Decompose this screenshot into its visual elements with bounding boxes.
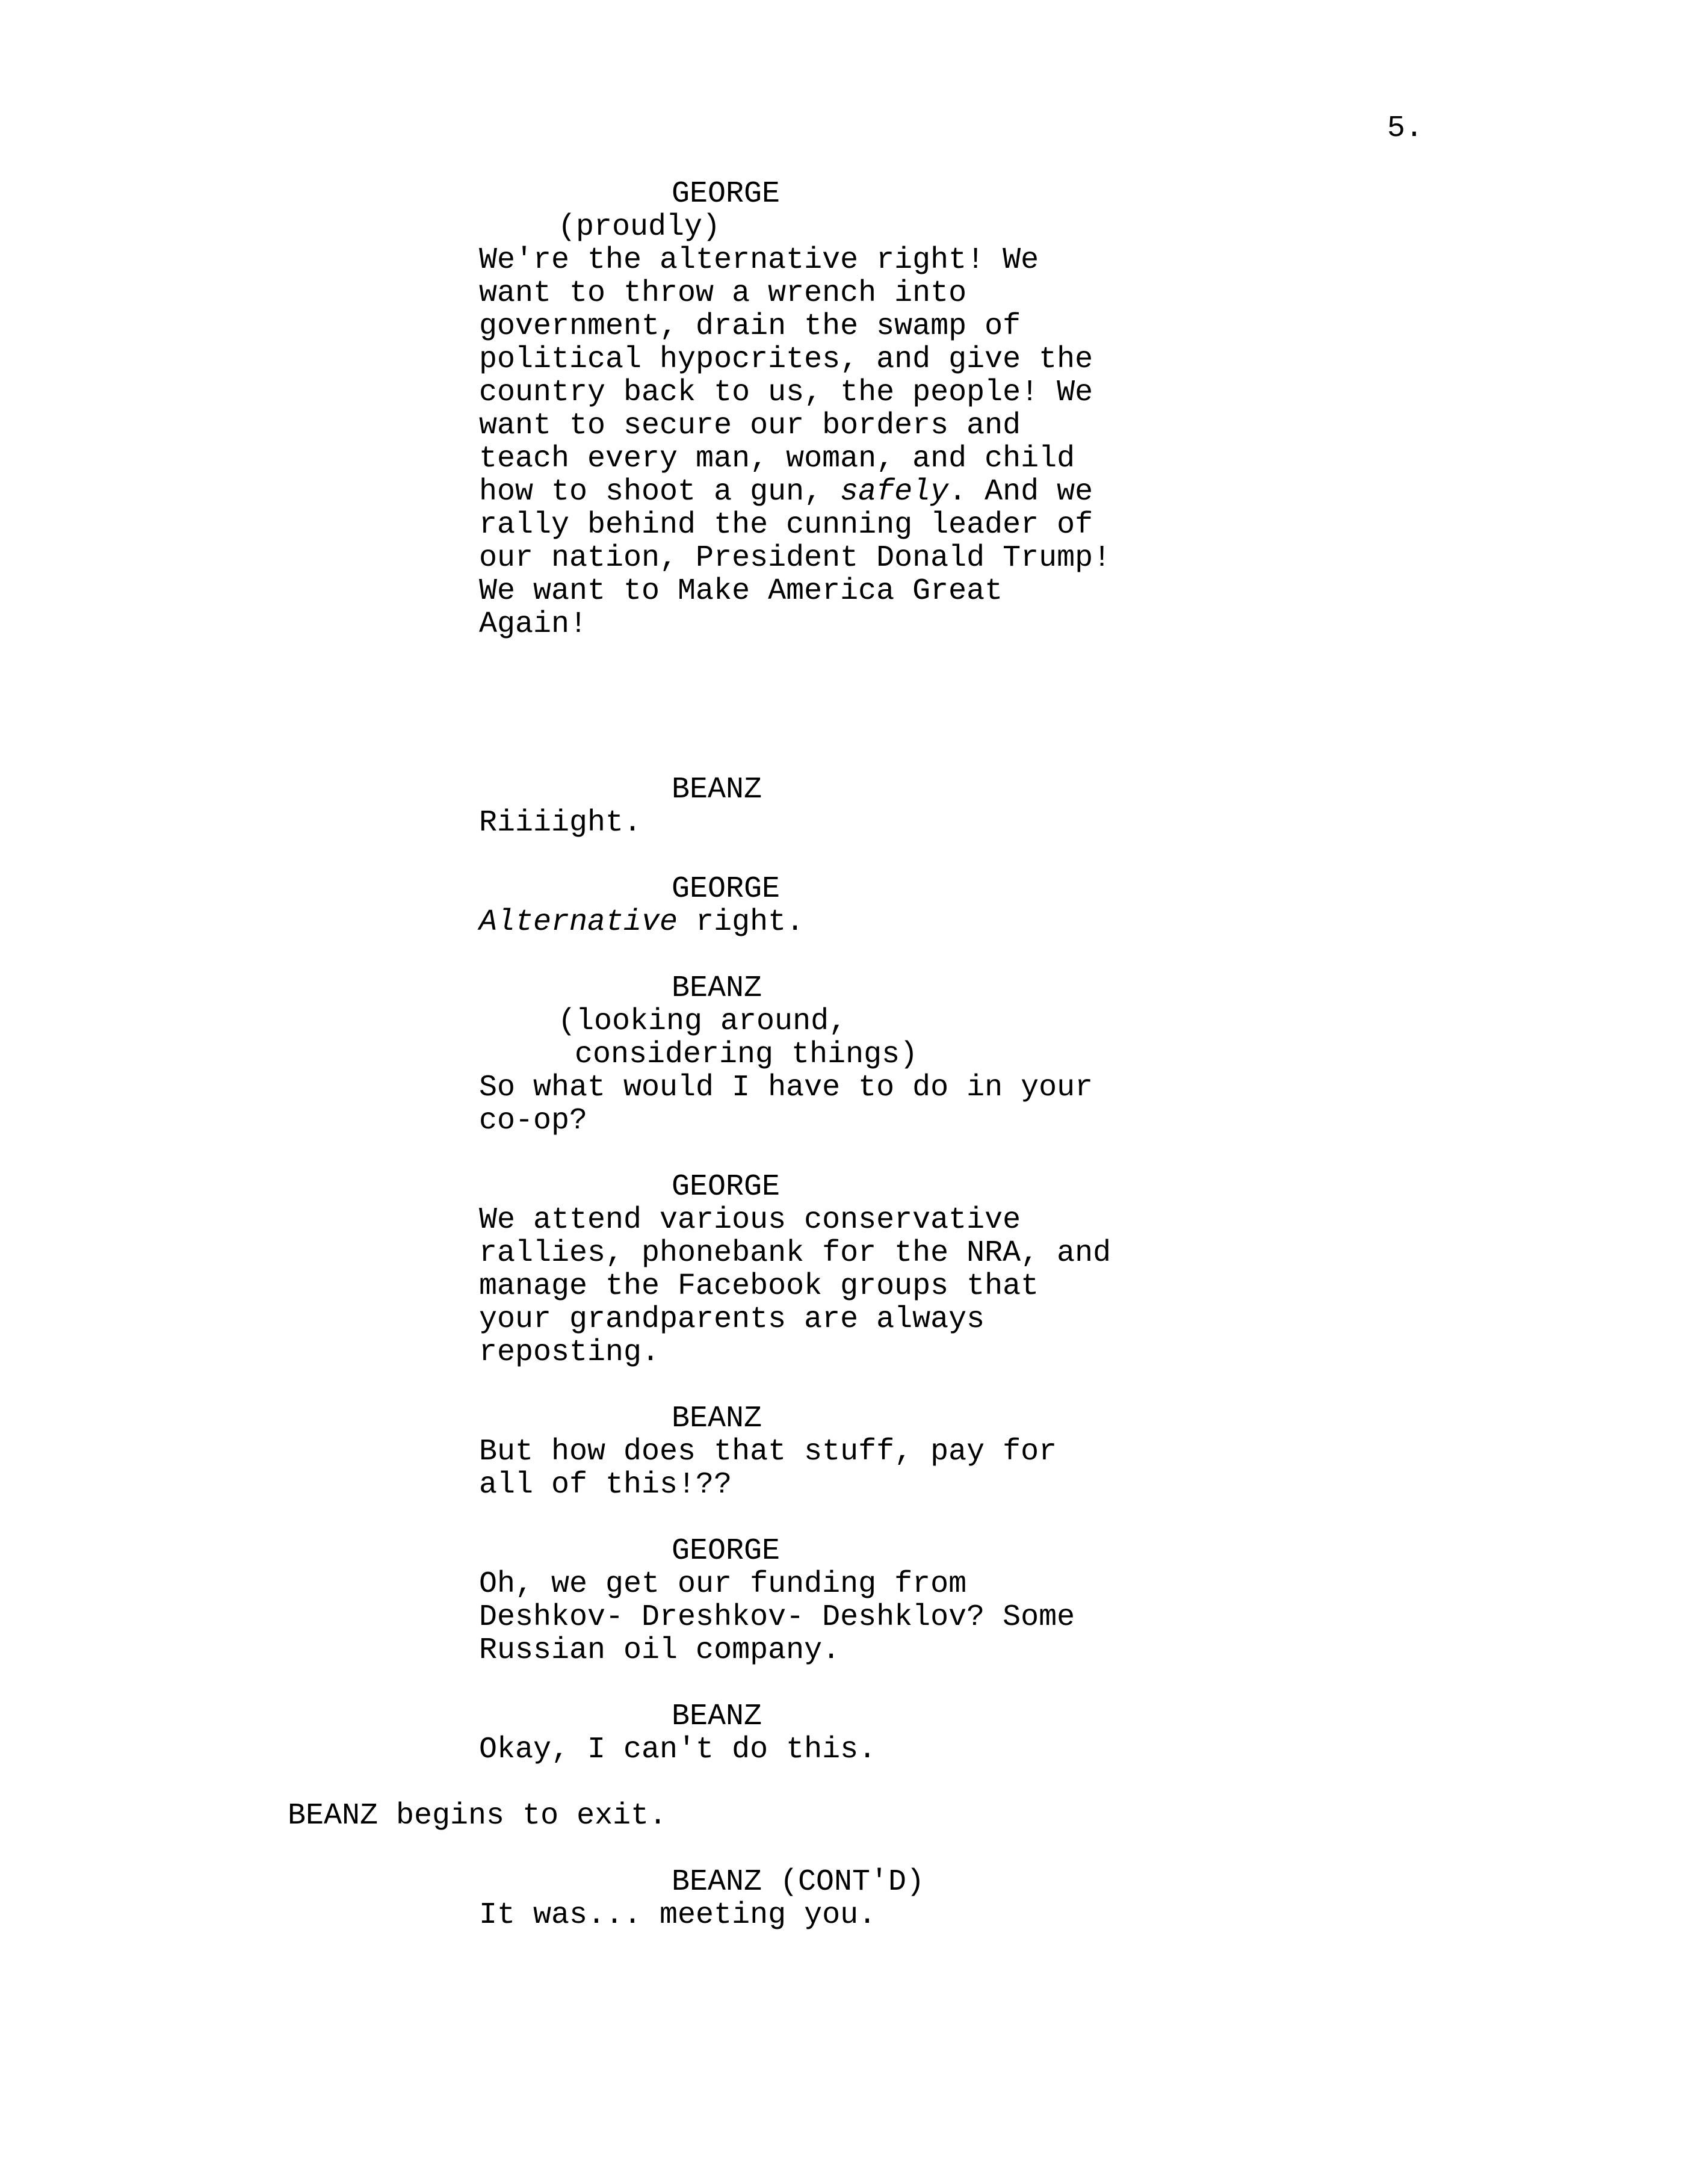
- dialogue-line: all of this!??: [479, 1468, 732, 1502]
- dialogue-line: [479, 906, 804, 939]
- dialogue-line: Deshkov- Dreshkov- Deshklov? Some: [479, 1600, 1075, 1635]
- page-number: 5.: [1387, 111, 1424, 146]
- dialogue-line: We want to Make America Great: [479, 574, 1003, 608]
- dialogue-line: manage the Facebook groups that: [479, 1269, 1039, 1304]
- dialogue-text: how to shoot a gun,: [479, 475, 841, 509]
- character-name: GEORGE: [672, 1170, 781, 1204]
- dialogue-line: So what would I have to do in your: [479, 1071, 1093, 1105]
- character-name: BEANZ: [672, 1700, 762, 1734]
- dialogue-line: rally behind the cunning leader of: [479, 508, 1093, 542]
- character-name: BEANZ: [672, 971, 762, 1006]
- emphasized-word: Alternative: [479, 905, 678, 939]
- action-line: BEANZ begins to exit.: [288, 1799, 667, 1833]
- dialogue-line: [479, 475, 1093, 509]
- dialogue-line: our nation, President Donald Trump!: [479, 541, 1111, 575]
- dialogue-line: your grandparents are always: [479, 1302, 985, 1337]
- dialogue-line: Russian oil company.: [479, 1633, 841, 1668]
- dialogue-line: We attend various conservative: [479, 1203, 1021, 1237]
- emphasized-word: safely: [840, 475, 949, 509]
- dialogue-line: Oh, we get our funding from: [479, 1567, 967, 1601]
- dialogue-line: Riiiight.: [479, 806, 642, 840]
- dialogue-line: want to secure our borders and: [479, 409, 1021, 443]
- dialogue-text: . And we: [948, 475, 1093, 509]
- dialogue-line: rallies, phonebank for the NRA, and: [479, 1236, 1111, 1270]
- character-name: BEANZ: [672, 773, 762, 807]
- dialogue-line: government, drain the swamp of: [479, 309, 1021, 344]
- dialogue-line: We're the alternative right! We: [479, 243, 1039, 277]
- parenthetical: (looking around,: [558, 1004, 847, 1039]
- dialogue-line: But how does that stuff, pay for: [479, 1435, 1057, 1469]
- parenthetical: (proudly): [558, 210, 721, 244]
- dialogue-line: It was... meeting you.: [479, 1898, 877, 1932]
- dialogue-text: right.: [678, 905, 805, 939]
- dialogue-line: want to throw a wrench into: [479, 276, 967, 311]
- dialogue-line: political hypocrites, and give the: [479, 342, 1093, 377]
- parenthetical: considering things): [575, 1038, 918, 1072]
- dialogue-line: co-op?: [479, 1104, 588, 1138]
- dialogue-line: Again!: [479, 607, 588, 642]
- character-name: BEANZ: [672, 1402, 762, 1436]
- dialogue-line: reposting.: [479, 1335, 660, 1370]
- character-name: GEORGE: [672, 872, 781, 906]
- dialogue-line: country back to us, the people! We: [479, 376, 1093, 410]
- character-name: GEORGE: [672, 1534, 781, 1568]
- dialogue-line: teach every man, woman, and child: [479, 442, 1075, 476]
- dialogue-line: Okay, I can't do this.: [479, 1733, 877, 1767]
- character-name: BEANZ (CONT'D): [672, 1865, 925, 1899]
- character-name: GEORGE: [672, 177, 781, 211]
